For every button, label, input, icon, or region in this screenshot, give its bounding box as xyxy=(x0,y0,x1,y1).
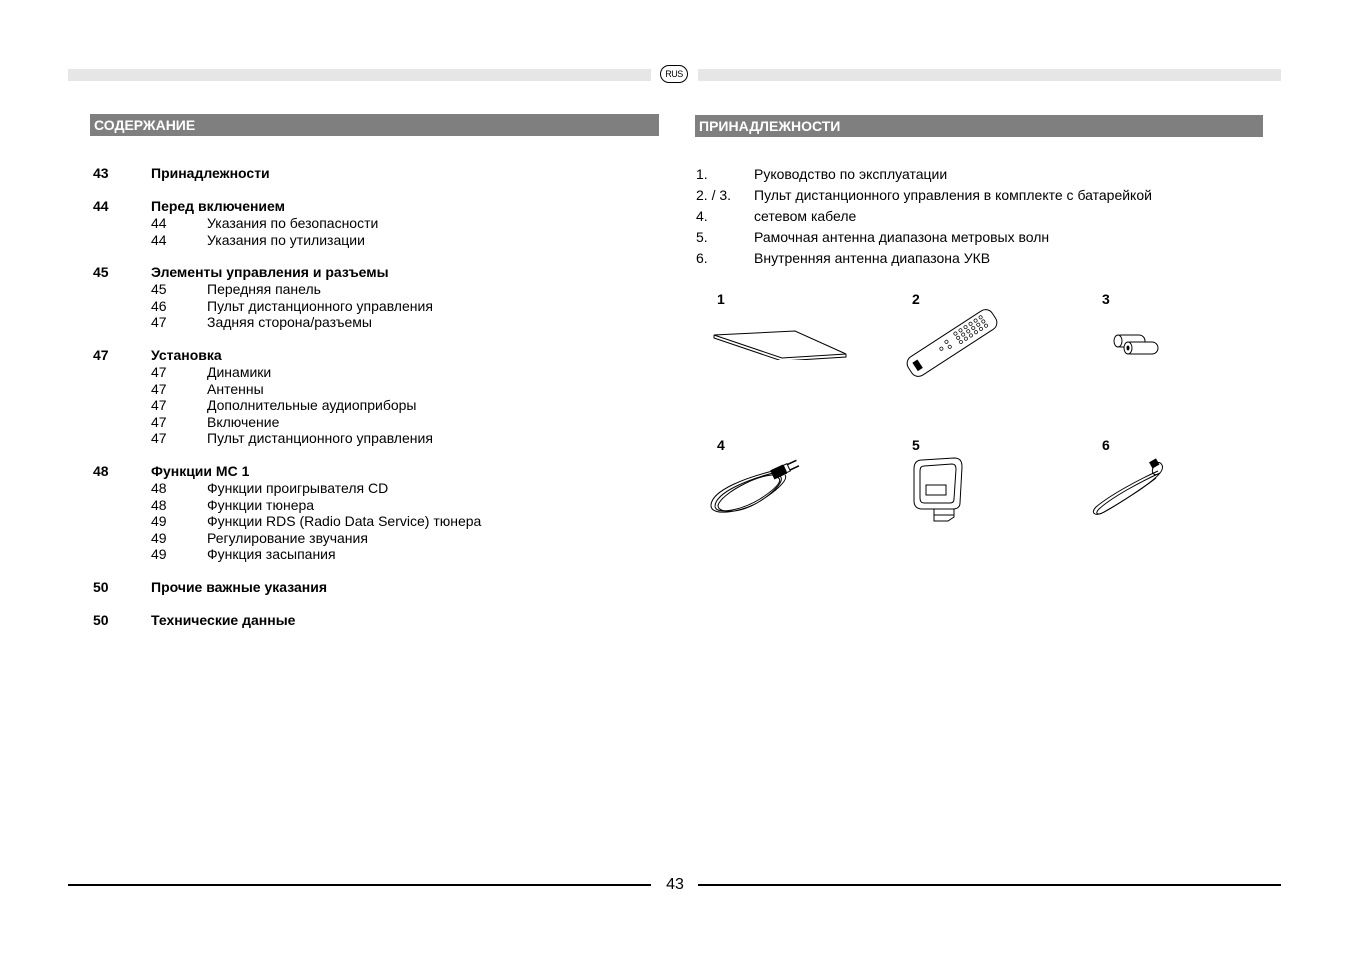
toc-title: Перед включением xyxy=(151,198,285,214)
accessory-text: Внутренняя антенна диапазона УКВ xyxy=(754,250,991,266)
toc-subentry xyxy=(93,546,653,563)
accessory-text: Руководство по эксплуатации xyxy=(754,166,948,182)
toc-subentry-title: Указания по безопасности xyxy=(207,215,379,231)
accessory-item xyxy=(696,166,1152,187)
toc-title: Технические данные xyxy=(151,611,296,628)
accessory-text: сетевом кабеле xyxy=(754,208,857,224)
toc-title: Функции MC 1 xyxy=(151,462,250,479)
fm-antenna-icon xyxy=(1090,457,1170,519)
footer-rule-right xyxy=(698,884,1281,886)
toc-page-number: 50 xyxy=(93,578,109,595)
accessory-text: Рамочная антенна диапазона метровых волн xyxy=(754,229,1050,245)
toc-subentry-page: 44 xyxy=(151,215,167,231)
toc-subentry-title: Функции RDS (Radio Data Service) тюнера xyxy=(207,513,482,530)
accessory-number: 2. / 3. xyxy=(696,187,732,203)
toc-subentry xyxy=(93,530,653,547)
toc-page-number: 47 xyxy=(93,346,109,363)
toc-subentry xyxy=(93,513,653,530)
toc-group xyxy=(93,612,653,629)
accessory-number: 6. xyxy=(696,250,708,266)
toc-subentry-title: Дополнительные аудиоприборы xyxy=(207,397,417,414)
accessory-number: 5. xyxy=(696,229,708,245)
footer-rule-left xyxy=(68,884,651,886)
toc-subentry-page: 44 xyxy=(151,231,167,248)
toc-subentry-title: Функции проигрывателя CD xyxy=(207,479,389,496)
batteries-icon xyxy=(1108,330,1164,360)
toc-subentry-page: 49 xyxy=(151,513,167,530)
toc-group xyxy=(93,347,653,447)
toc-subentry-page: 46 xyxy=(151,297,167,314)
toc-title: Элементы управления и разъемы xyxy=(151,264,389,281)
toc-subentry-page: 49 xyxy=(151,529,167,546)
toc-subentry xyxy=(93,430,653,447)
toc-subentry xyxy=(93,397,653,414)
toc-subentry-title: Включение xyxy=(207,413,280,430)
figure-label-2: 2 xyxy=(912,291,920,307)
toc-subentry-title: Функции тюнера xyxy=(207,496,315,513)
toc-subentry-page: 47 xyxy=(151,430,167,447)
toc-group xyxy=(93,579,653,596)
toc-subentry xyxy=(93,381,653,398)
toc-entry xyxy=(93,198,653,215)
toc-entry xyxy=(93,347,653,364)
toc-subentry-title: Пульт дистанционного управления xyxy=(207,297,433,314)
toc-group xyxy=(93,198,653,248)
toc-subentry-page: 45 xyxy=(151,281,167,298)
toc-entry xyxy=(93,165,653,182)
figure-label-1: 1 xyxy=(717,291,725,307)
toc-page-number: 48 xyxy=(93,462,109,479)
accessory-text: Пульт дистанционного управления в комплекте с батарейкой xyxy=(754,187,1152,203)
toc-group xyxy=(93,165,653,182)
toc-title: Прочие важные указания xyxy=(151,578,327,595)
accessories-list xyxy=(696,166,1152,267)
accessory-number: 1. xyxy=(696,166,708,182)
figure-label-5: 5 xyxy=(912,437,920,453)
header-bar-left xyxy=(68,69,651,81)
toc-subentry-title: Пульт дистанционного управления xyxy=(207,430,433,447)
toc-title: Установка xyxy=(151,346,222,363)
accessory-item xyxy=(696,250,1152,267)
toc-subentry-title: Функция засыпания xyxy=(207,546,336,563)
toc-title: Принадлежности xyxy=(151,165,270,181)
accessories-section-header: ПРИНАДЛЕЖНОСТИ xyxy=(695,115,1263,137)
power-cable-icon xyxy=(707,455,807,520)
toc-subentry-title: Регулирование звучания xyxy=(207,529,368,546)
toc-page-number: 43 xyxy=(93,165,109,181)
toc-page-number: 44 xyxy=(93,198,109,214)
page-number: 43 xyxy=(666,876,684,893)
toc-subentry xyxy=(93,232,653,249)
header-bar-right xyxy=(698,69,1281,81)
toc-subentry-title: Передняя панель xyxy=(207,281,321,298)
toc-subentry-page: 48 xyxy=(151,479,167,496)
toc-group xyxy=(93,264,653,331)
remote-control-icon xyxy=(900,305,1005,380)
figure-label-6: 6 xyxy=(1102,437,1110,453)
toc-subentry xyxy=(93,298,653,315)
accessory-item xyxy=(696,229,1152,250)
toc-subentry xyxy=(93,414,653,431)
toc-page-number: 45 xyxy=(93,264,109,281)
figure-label-4: 4 xyxy=(717,437,725,453)
toc-subentry xyxy=(93,281,653,298)
toc-subentry xyxy=(93,215,653,232)
toc-group xyxy=(93,463,653,563)
accessory-number: 4. xyxy=(696,208,708,224)
toc-subentry-title: Динамики xyxy=(207,363,272,380)
manual-icon xyxy=(712,328,848,360)
toc-subentry-page: 47 xyxy=(151,380,167,397)
toc-subentry-title: Указания по утилизации xyxy=(207,231,365,248)
language-badge: RUS xyxy=(660,65,688,83)
toc-subentry xyxy=(93,480,653,497)
toc-subentry-page: 48 xyxy=(151,496,167,513)
toc-subentry-page: 49 xyxy=(151,546,167,563)
toc-entry xyxy=(93,264,653,281)
accessory-item xyxy=(696,208,1152,229)
accessory-item xyxy=(696,187,1152,208)
toc-entry xyxy=(93,612,653,629)
toc-entry xyxy=(93,579,653,596)
toc-entry xyxy=(93,463,653,480)
toc-subentry xyxy=(93,314,653,331)
figure-label-3: 3 xyxy=(1102,291,1110,307)
toc-subentry xyxy=(93,364,653,381)
toc-subentry xyxy=(93,497,653,514)
toc-section-header: СОДЕРЖАНИЕ xyxy=(90,114,659,136)
toc-subentry-page: 47 xyxy=(151,413,167,430)
toc-page-number: 50 xyxy=(93,611,109,628)
toc-subentry-page: 47 xyxy=(151,314,167,331)
toc-subentry-page: 47 xyxy=(151,397,167,414)
toc-subentry-title: Антенны xyxy=(207,380,264,397)
toc-subentry-title: Задняя сторона/разъемы xyxy=(207,314,372,331)
toc-subentry-page: 47 xyxy=(151,363,167,380)
loop-antenna-icon xyxy=(910,455,970,525)
table-of-contents xyxy=(93,165,653,645)
